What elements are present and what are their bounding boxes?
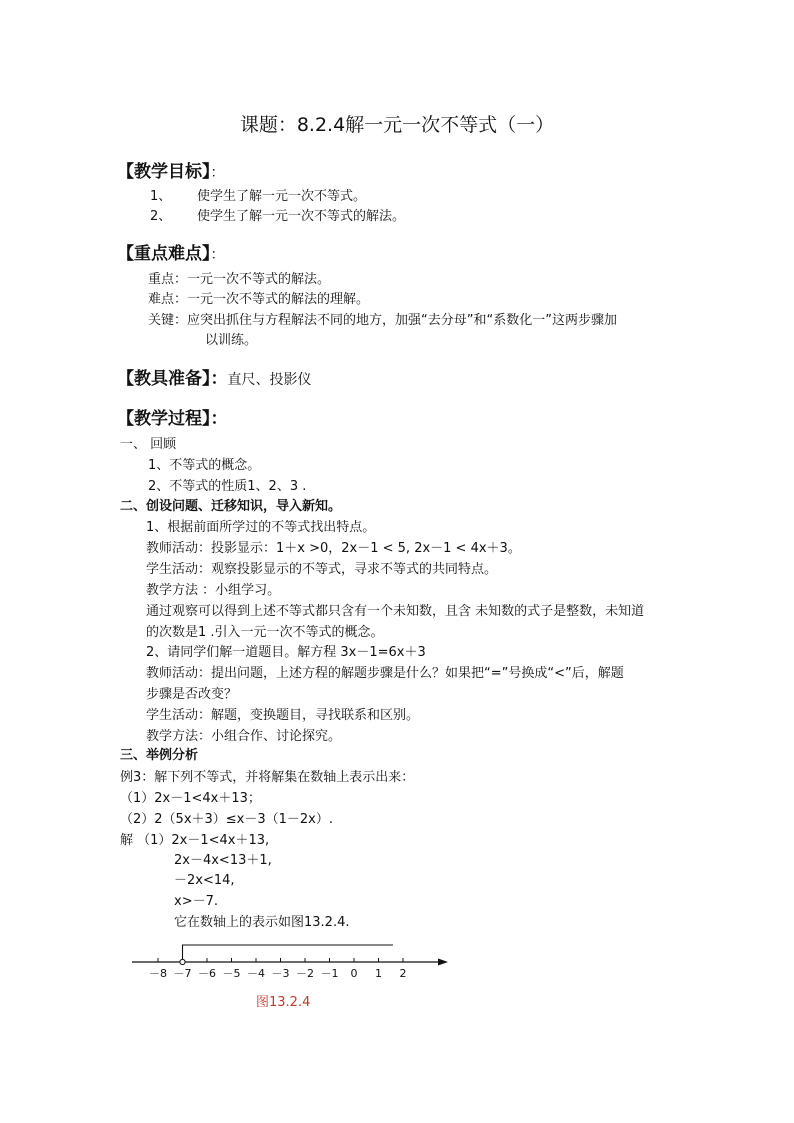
key-point-line1: 关键：应突出抓住与方程解法不同的地方，加强“去分母”和“系数化一”这两步骤加 bbox=[148, 313, 617, 328]
goal-item-1-num: 1、 bbox=[150, 189, 172, 204]
section-2-title: 二、创设问题、迁移知识，导入新知。 bbox=[120, 499, 342, 514]
page-title: 课题：8.2.4解一元一次不等式（一） bbox=[239, 114, 555, 136]
open-circle-point bbox=[180, 959, 185, 964]
goal-item-1-text: 使学生了解一元一次不等式。 bbox=[197, 189, 367, 204]
axis-arrow-icon bbox=[438, 959, 448, 966]
key-focus: 重点：一元一次不等式的解法。 bbox=[148, 272, 331, 287]
section-2-line-3: 学生活动：观察投影显示的不等式，寻求不等式的共同特点。 bbox=[146, 562, 498, 577]
axis-tick-labels bbox=[149, 967, 407, 980]
tick-label: 2 bbox=[399, 967, 407, 980]
figure-caption: 图13.2.4 bbox=[256, 995, 311, 1010]
section-2-line-2: 教师活动：投影显示：1＋x >0，2x－1 < 5, 2x－1 < 4x＋3。 bbox=[146, 541, 521, 556]
process-heading-text: 【教学过程】 bbox=[117, 409, 211, 429]
key-heading-text: 【重点难点】 bbox=[117, 244, 211, 264]
prep-heading-text: 【教具准备】 bbox=[117, 369, 211, 389]
section-3-line-4: 解 （1）2x－1<4x＋13, bbox=[120, 833, 270, 848]
section-1-line-1: 1、不等式的概念。 bbox=[148, 458, 261, 473]
section-3-line-8: 它在数轴上的表示如图13.2.4. bbox=[174, 915, 350, 930]
process-heading bbox=[117, 404, 228, 429]
section-3-line-5: 2x－4x<13＋1, bbox=[174, 853, 272, 868]
number-line-figure bbox=[128, 938, 458, 984]
section-3-line-2: （1）2x－1<4x＋13； bbox=[120, 791, 261, 806]
prep-items: 直尺、投影仪 bbox=[227, 372, 312, 388]
goal-item-2-text: 使学生了解一元一次不等式的解法。 bbox=[197, 209, 406, 224]
section-2-line-6: 的次数是1 .引入一元一次不等式的概念。 bbox=[146, 625, 384, 640]
solution-ray bbox=[183, 945, 394, 962]
section-3-line-6: －2x<14, bbox=[174, 873, 235, 888]
goal-item-2-num: 2、 bbox=[150, 209, 172, 224]
tick-label: 0 bbox=[350, 967, 358, 980]
section-3-line-1: 例3：解下列不等式，并将解集在数轴上表示出来： bbox=[120, 770, 415, 785]
key-heading-suffix: ： bbox=[210, 247, 225, 263]
section-1-title: 一、 回顾 bbox=[120, 437, 177, 452]
section-2-line-7: 2、请同学们解一道题目。解方程 3x－1=6x＋3 bbox=[146, 645, 426, 660]
section-2-line-4: 教学方法 ：小组学习。 bbox=[146, 583, 281, 598]
goals-heading-text: 【教学目标】 bbox=[117, 162, 211, 182]
tick-label: －2 bbox=[296, 967, 314, 980]
process-heading-suffix: ： bbox=[210, 409, 228, 429]
tick-label: －4 bbox=[247, 967, 265, 980]
section-1-line-2: 2、不等式的性质1、2、3 . bbox=[148, 479, 307, 494]
prep-heading bbox=[117, 364, 312, 389]
tick-label: －3 bbox=[271, 967, 290, 980]
section-2-line-10: 学生活动：解题，变换题目，寻找联系和区别。 bbox=[146, 708, 420, 723]
key-difficulty: 难点：一元一次不等式的解法的理解。 bbox=[148, 292, 370, 307]
tick-label: －8 bbox=[149, 967, 167, 980]
section-3-line-3: （2）2（5x＋3）≤x－3（1－2x）. bbox=[120, 812, 334, 827]
tick-label: －7 bbox=[173, 967, 192, 980]
key-point-line2: 以训练。 bbox=[205, 333, 258, 348]
section-3-line-7: x>－7. bbox=[174, 894, 218, 909]
prep-heading-suffix: ： bbox=[210, 369, 228, 389]
tick-label: －1 bbox=[320, 967, 339, 980]
goals-heading-suffix: ： bbox=[210, 165, 225, 181]
section-2-line-11: 教学方法：小组合作、讨论探究。 bbox=[146, 729, 342, 744]
tick-label: 1 bbox=[375, 967, 382, 980]
section-3-title: 三、举例分析 bbox=[120, 748, 199, 763]
tick-label: －5 bbox=[222, 967, 241, 980]
section-2-line-9: 步骤是否改变？ bbox=[146, 687, 238, 702]
key-heading bbox=[117, 239, 225, 264]
tick-label: －6 bbox=[198, 967, 216, 980]
section-2-line-8: 教师活动：提出问题，上述方程的解题步骤是什么？如果把“=”号换成“<”后，解题 bbox=[146, 666, 624, 681]
section-2-line-1: 1、根据前面所学过的不等式找出特点。 bbox=[146, 520, 376, 535]
section-2-line-5: 通过观察可以得到上述不等式都只含有一个未知数，且含 未知数的式子是整数，未知道 bbox=[146, 604, 645, 619]
goals-heading bbox=[117, 157, 225, 182]
